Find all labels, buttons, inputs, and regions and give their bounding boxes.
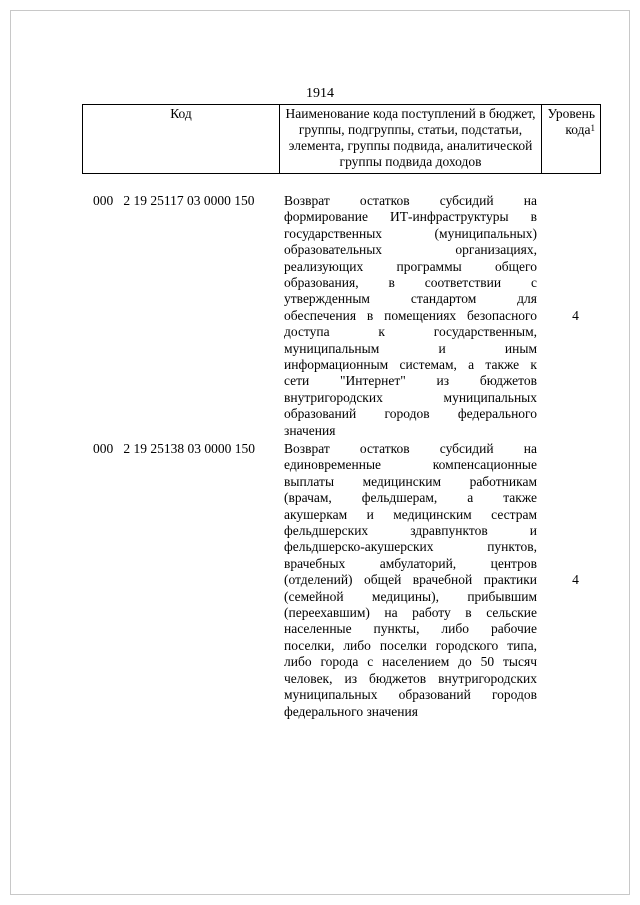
row-name-line: муниципальных образований городов — [284, 687, 537, 703]
row-name-line: Возврат остатков субсидий на — [284, 441, 537, 456]
header-code: Код — [83, 105, 280, 173]
row-name-line: (отделений) общей врачебной практики — [284, 572, 537, 588]
row-name-line: поселки, либо поселки городского типа, — [284, 637, 537, 653]
row-name-line: значения — [284, 422, 336, 438]
row-name-line: реализующих программы общего — [284, 258, 537, 274]
row-code: 000 2 19 25138 03 0000 150 — [93, 441, 255, 456]
row-level: 4 — [572, 308, 579, 323]
row-name-line: акушеркам и медицинским сестрам — [284, 506, 537, 522]
row-name-line: формирование ИТ-инфраструктуры в — [284, 209, 537, 225]
page-number: 1914 — [306, 86, 334, 101]
row-name-line: человек, из бюджетов внутригородских — [284, 670, 537, 686]
table-header — [82, 104, 601, 174]
row-name-line: муниципальным и иным — [284, 340, 537, 356]
row-name-line: федерального значения — [284, 703, 418, 719]
row-name-line: (врачам, фельдшерам, а также — [284, 490, 537, 506]
row-name-line: государственных (муниципальных) — [284, 225, 537, 241]
row-name-line: фельдшерско-акушерских пунктов, — [284, 539, 537, 555]
row-code: 000 2 19 25117 03 0000 150 — [93, 193, 255, 208]
row-name-line: доступа к государственным, — [284, 324, 537, 340]
row-name-line: образований городов федерального — [284, 406, 537, 422]
row-name-line: внутригородских муниципальных — [284, 389, 537, 405]
header-name: Наименование кода поступлений в бюджет, группы, подгруппы, статьи, подстатьи, элемента, группы подвида, аналитической группы подвида доходов — [280, 105, 542, 173]
row-name-line: обеспечения в помещениях безопасного — [284, 307, 537, 323]
row-name-line: фельдшерских здравпунктов и — [284, 523, 537, 539]
row-name-line: утвержденным стандартом для — [284, 291, 537, 307]
row-name-line: либо города с населением до 50 тысяч — [284, 654, 537, 670]
row-name-line: единовременные компенсационные — [284, 457, 537, 473]
row-name-line: выплаты медицинским работникам — [284, 473, 537, 489]
header-level-footnote: 1 — [590, 123, 595, 133]
header-level — [542, 105, 600, 173]
row-name — [284, 441, 537, 720]
row-name-line: образования, в соответствии с — [284, 275, 537, 291]
row-name-line: (переехавшим) на работу в сельские — [284, 605, 537, 621]
header-level-line2: кода — [565, 122, 591, 137]
row-name-line: врачебных амбулаторий, центров — [284, 555, 537, 571]
header-level-line1: Уровень — [547, 106, 595, 121]
row-name-line: сети "Интернет" из бюджетов — [284, 373, 537, 389]
row-name-line: образовательных организациях, — [284, 242, 537, 258]
row-level: 4 — [572, 572, 579, 587]
row-name-line: Возврат остатков субсидий на — [284, 193, 537, 208]
row-name-line: информационным системам, а также к — [284, 357, 537, 373]
row-name-line: (семейной медицины), прибывшим — [284, 588, 537, 604]
row-name — [284, 193, 537, 439]
row-name-line: населенные пункты, либо рабочие — [284, 621, 537, 637]
